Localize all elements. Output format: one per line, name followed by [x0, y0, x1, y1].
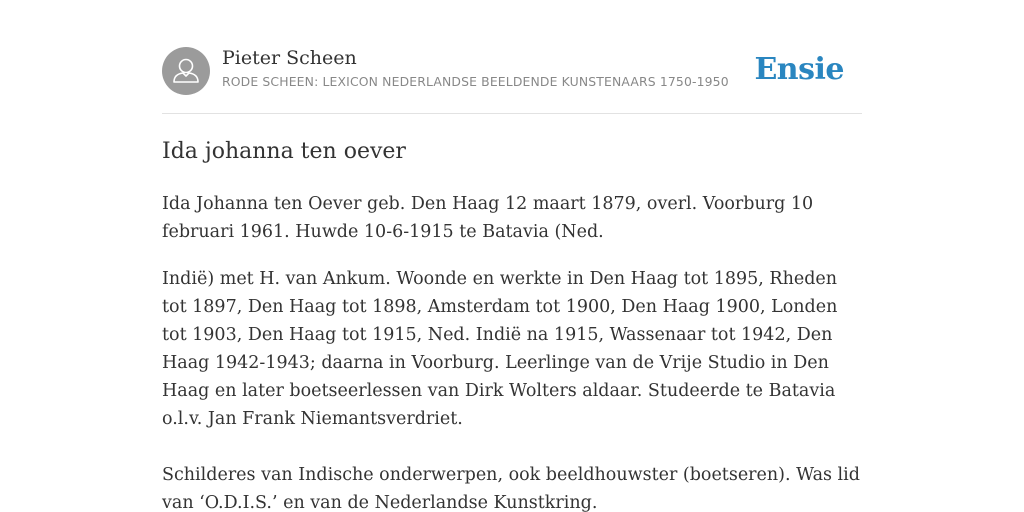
article-paragraph: Schilderes van Indische onderwerpen, ook beeldhouwster (boetseren). Was lid van ‘O.D.I.S.’ en van de Nederlandse Kunstkring. [162, 465, 860, 512]
ensie-logo[interactable]: Ensie [754, 52, 844, 87]
page-title: Ida johanna ten oever [162, 139, 406, 164]
article-paragraph: Indië) met H. van Ankum. Woonde en werkte in Den Haag tot 1895, Rheden tot 1897, Den Haag tot 1898, Amsterdam tot 1900, Den Haag 1900, Londen tot 1903, Den Haag tot 1915, Ned. Indië na 1915, Wassenaar tot 1942, Den Haag 1942-1943; daarna in Voorburg. Leerlinge van de Vrije Studio in Den Haag en later boetseerlessen van Dirk Wolters aldaar. Studeerde te Batavia o.l.v. Jan Frank Niemantsverdriet. [162, 269, 838, 429]
user-icon [162, 47, 210, 95]
header-divider [162, 113, 862, 114]
article-paragraph: Ida Johanna ten Oever geb. Den Haag 12 maart 1879, overl. Voorburg 10 februari 1961. Huwde 10-6-1915 te Batavia (Ned. [162, 194, 814, 242]
author-name[interactable]: Pieter Scheen [222, 47, 357, 69]
author-avatar[interactable] [162, 47, 210, 95]
source-title[interactable]: RODE SCHEEN: LEXICON NEDERLANDSE BEELDENDE KUNSTENAARS 1750-1950 [222, 74, 729, 89]
article-header [162, 46, 862, 96]
